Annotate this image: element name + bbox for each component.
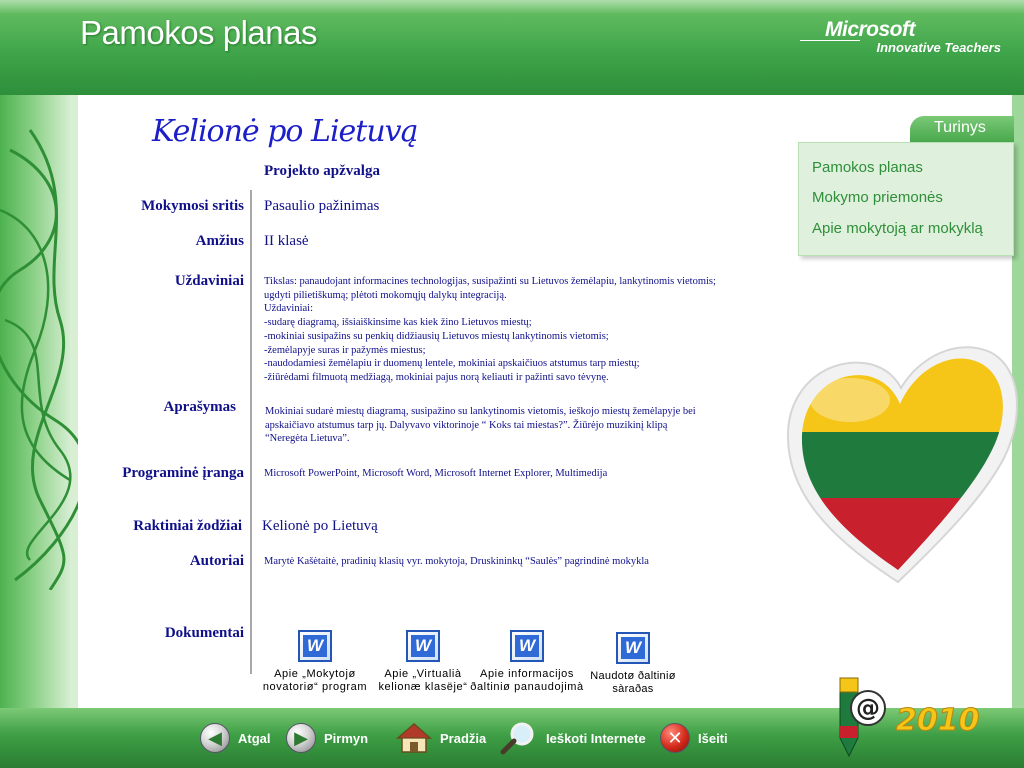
tasks-text — [264, 275, 716, 385]
arrow-right-icon: ▶ — [286, 723, 316, 753]
back-button[interactable]: ◀ Atgal — [200, 721, 271, 755]
age-label: Amžius — [195, 233, 244, 249]
software-label: Programinė įranga — [122, 465, 244, 481]
description-line: apskaičiavo atstumus tarp jų. Dalyvavo viktorinoje “ Koks tai miestas?”. Žiūrėjo muzikinį klipą — [265, 419, 668, 431]
tasks-line: Uždaviniai: — [264, 303, 313, 315]
lithuania-heart-image — [780, 340, 1020, 590]
authors-label: Autoriai — [189, 553, 244, 569]
subject-value: Pasaulio pažinimas — [264, 198, 380, 214]
doc-label: Apie informacijos ðaltiniø panaudojimà — [470, 668, 584, 693]
tasks-line: -naudodamiesi žemėlapiu ir duomenų lentele, mokiniai apskaičiuos atstumus tarp miestų; — [264, 358, 640, 370]
tasks-line: ugdyti pilietiškumą; plėtoti mokomųjų dalykų integraciją. — [264, 289, 507, 301]
tasks-line: -mokiniai susipažins su penkių didžiausių Lietuvos miestų lankytinomis vietomis; — [264, 330, 609, 342]
doc-label: Apie „Mokytojø novatoriø“ program — [262, 668, 368, 693]
software-value — [264, 467, 607, 481]
microsoft-logo — [800, 18, 1015, 62]
page-title: Kelionė po Lietuvą — [152, 114, 418, 149]
word-doc-icon: W — [510, 630, 544, 662]
authors-value — [264, 555, 649, 569]
brand-name: Microsoft — [825, 18, 915, 41]
home-button[interactable]: Pradžia — [396, 721, 486, 755]
brand-subtitle: Innovative Teachers — [876, 40, 1001, 55]
exit-button[interactable]: ✕ Išeiti — [660, 721, 728, 755]
age-value: II klasė — [264, 233, 309, 249]
tasks-line: Tikslas: panaudojant informacines technologijas, susipažinti su Lietuvos žemėlapiu, lankytinomis vietomis; — [264, 276, 716, 287]
home-icon — [396, 722, 432, 754]
authors-line: Marytė Kašėtaitė, pradinių klasių vyr. mokytoja, Druskininkų “Saulės” pagrindinė mokykla — [264, 556, 649, 567]
project-overview-heading: Projekto apžvalga — [264, 163, 380, 179]
at-symbol-text: @ — [856, 694, 880, 722]
keywords-label: Raktiniai žodžiai — [133, 518, 242, 534]
header-sheen — [0, 0, 1024, 14]
toc-link-teaching-tools[interactable]: Mokymo priemonės — [812, 189, 943, 206]
toc-link-about-teacher[interactable]: Apie mokytoją ar mokyklą — [812, 220, 983, 237]
doc-label: Apie „Virtualià kelionæ klasëje“ — [378, 668, 468, 693]
tasks-label: Uždaviniai — [174, 273, 244, 289]
search-web-button[interactable]: Ieškoti Internete — [500, 721, 646, 755]
doc-label: Naudotø ðaltiniø sàraðas — [590, 670, 676, 695]
keywords-value: Kelionė po Lietuvą — [262, 518, 378, 534]
tasks-line: -žiūrėdami filmuotą medžiagą, mokiniai pajus norą keliauti ir pažinti savo tėvynę. — [264, 371, 609, 383]
arrow-left-icon: ◀ — [200, 723, 230, 753]
close-icon: ✕ — [660, 723, 690, 753]
word-doc-icon: W — [298, 630, 332, 662]
description-line: Mokiniai sudarė miestų diagramą, susipažino su lankytinomis vietomis, ieškojo miestų žemėlapyje bei — [265, 406, 696, 417]
year-2010-logo — [828, 672, 1008, 762]
subject-label: Mokymosi sritis — [141, 198, 244, 214]
tasks-line: -sudarę diagramą, išsiaiškinsime kas kiek žino Lietuvos miestų; — [264, 317, 532, 329]
year-text: 2010 — [896, 703, 980, 738]
word-doc-icon: W — [406, 630, 440, 662]
forward-button[interactable]: ▶ Pirmyn — [286, 721, 368, 755]
word-doc-icon: W — [616, 632, 650, 664]
description-label: Aprašymas — [163, 399, 236, 415]
toc-title: Turinys — [934, 119, 986, 136]
documents-label: Dokumentai — [164, 625, 244, 641]
description-line: “Neregėta Lietuva”. — [265, 433, 350, 445]
toc-link-lesson-plan[interactable]: Pamokos planas — [812, 159, 923, 176]
column-divider — [250, 190, 252, 674]
tasks-line: -žemėlapyje suras ir pažymės miestus; — [264, 344, 426, 356]
software-line: Microsoft PowerPoint, Microsoft Word, Microsoft Internet Explorer, Multimedija — [264, 468, 608, 479]
doc-link-sources-list[interactable] — [568, 632, 698, 696]
magnifier-icon — [500, 721, 538, 755]
description-text — [265, 405, 696, 446]
app-title: Pamokos planas — [80, 14, 317, 51]
